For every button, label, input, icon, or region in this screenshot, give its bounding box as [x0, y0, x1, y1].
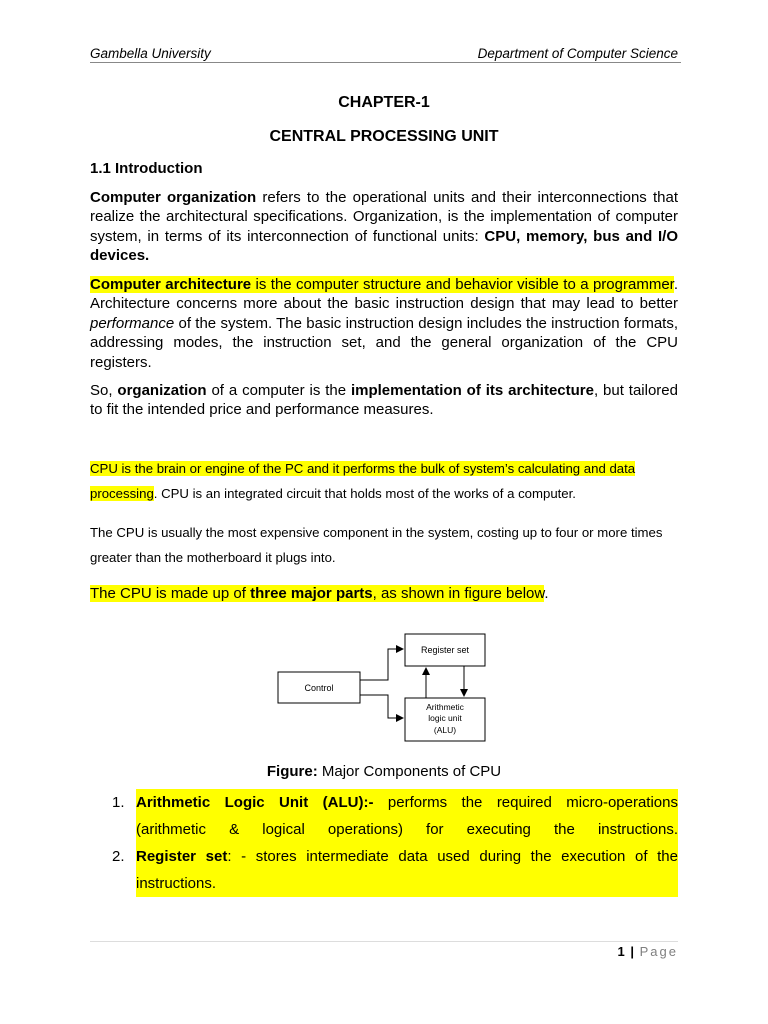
header-university: Gambella University: [90, 46, 211, 61]
alu-label-line1: Arithmetic: [426, 702, 464, 712]
footer-divider: [90, 941, 678, 942]
paragraph-summary: So, organization of a computer is the implementation of its architecture, but tailored to fit the intended price and performance measures.: [90, 382, 678, 419]
chapter-title: CENTRAL PROCESSING UNIT: [269, 128, 499, 145]
list-item: 2. Register set: - stores intermediate data used during the execution of the instructions.: [90, 843, 678, 897]
paragraph-cpu-cost: The CPU is usually the most expensive component in the system, costing up to four or more times greater than the motherboard it plugs into.: [90, 525, 663, 565]
paragraph-cpu-brain: CPU is the brain or engine of the PC and it performs the bulk of system’s calculating and data processing. CPU is an integrated circuit that holds most of the works of a computer.: [90, 461, 636, 501]
alu-label-line3: (ALU): [433, 725, 457, 735]
section-heading: 1.1 Introduction: [90, 160, 203, 177]
cpu-components-diagram: [270, 628, 500, 748]
header-department: Department of Computer Science: [477, 46, 678, 61]
paragraph-organization: Computer organization refers to the operational units and their interconnections that realize the architectural specifications. Organization, is the implementation of computer system, in terms of its interconnection of functional units: CPU, memory, bus and I/O devices.: [90, 189, 679, 265]
page-footer: 1 | Page: [617, 944, 678, 959]
list-item: 1. Arithmetic Logic Unit (ALU):- performs the required micro-operations (arithmetic & logical operations) for executing the instructions.: [90, 789, 678, 843]
chapter-number: CHAPTER-1: [338, 94, 430, 111]
alu-label-line2: logic unit: [428, 713, 462, 723]
components-list: [90, 789, 678, 897]
figure-caption: Figure: Major Components of CPU: [266, 763, 502, 780]
arrow-control-to-register: [360, 649, 403, 680]
paragraph-architecture: Computer architecture is the computer structure and behavior visible to a programmer. Architecture concerns more about the basic instruction design that may lead to better performance of the system. The basic instruction design includes the instruction formats, addressing modes, the instruction set, and the general organization of the CPU registers.: [90, 276, 678, 371]
highlighted-definition: Computer architecture is the computer structure and behavior visible to a programmer: [90, 276, 674, 293]
paragraph-three-parts: The CPU is made up of three major parts, as shown in figure below.: [90, 585, 549, 602]
term-computer-organization: Computer organization: [90, 189, 257, 206]
register-set-label: Register set: [420, 645, 470, 655]
arrow-control-to-alu: [360, 695, 403, 718]
page-number: 1: [617, 944, 626, 959]
page-word: Page: [639, 944, 678, 959]
page-header: [90, 46, 681, 63]
control-label: Control: [304, 683, 334, 693]
